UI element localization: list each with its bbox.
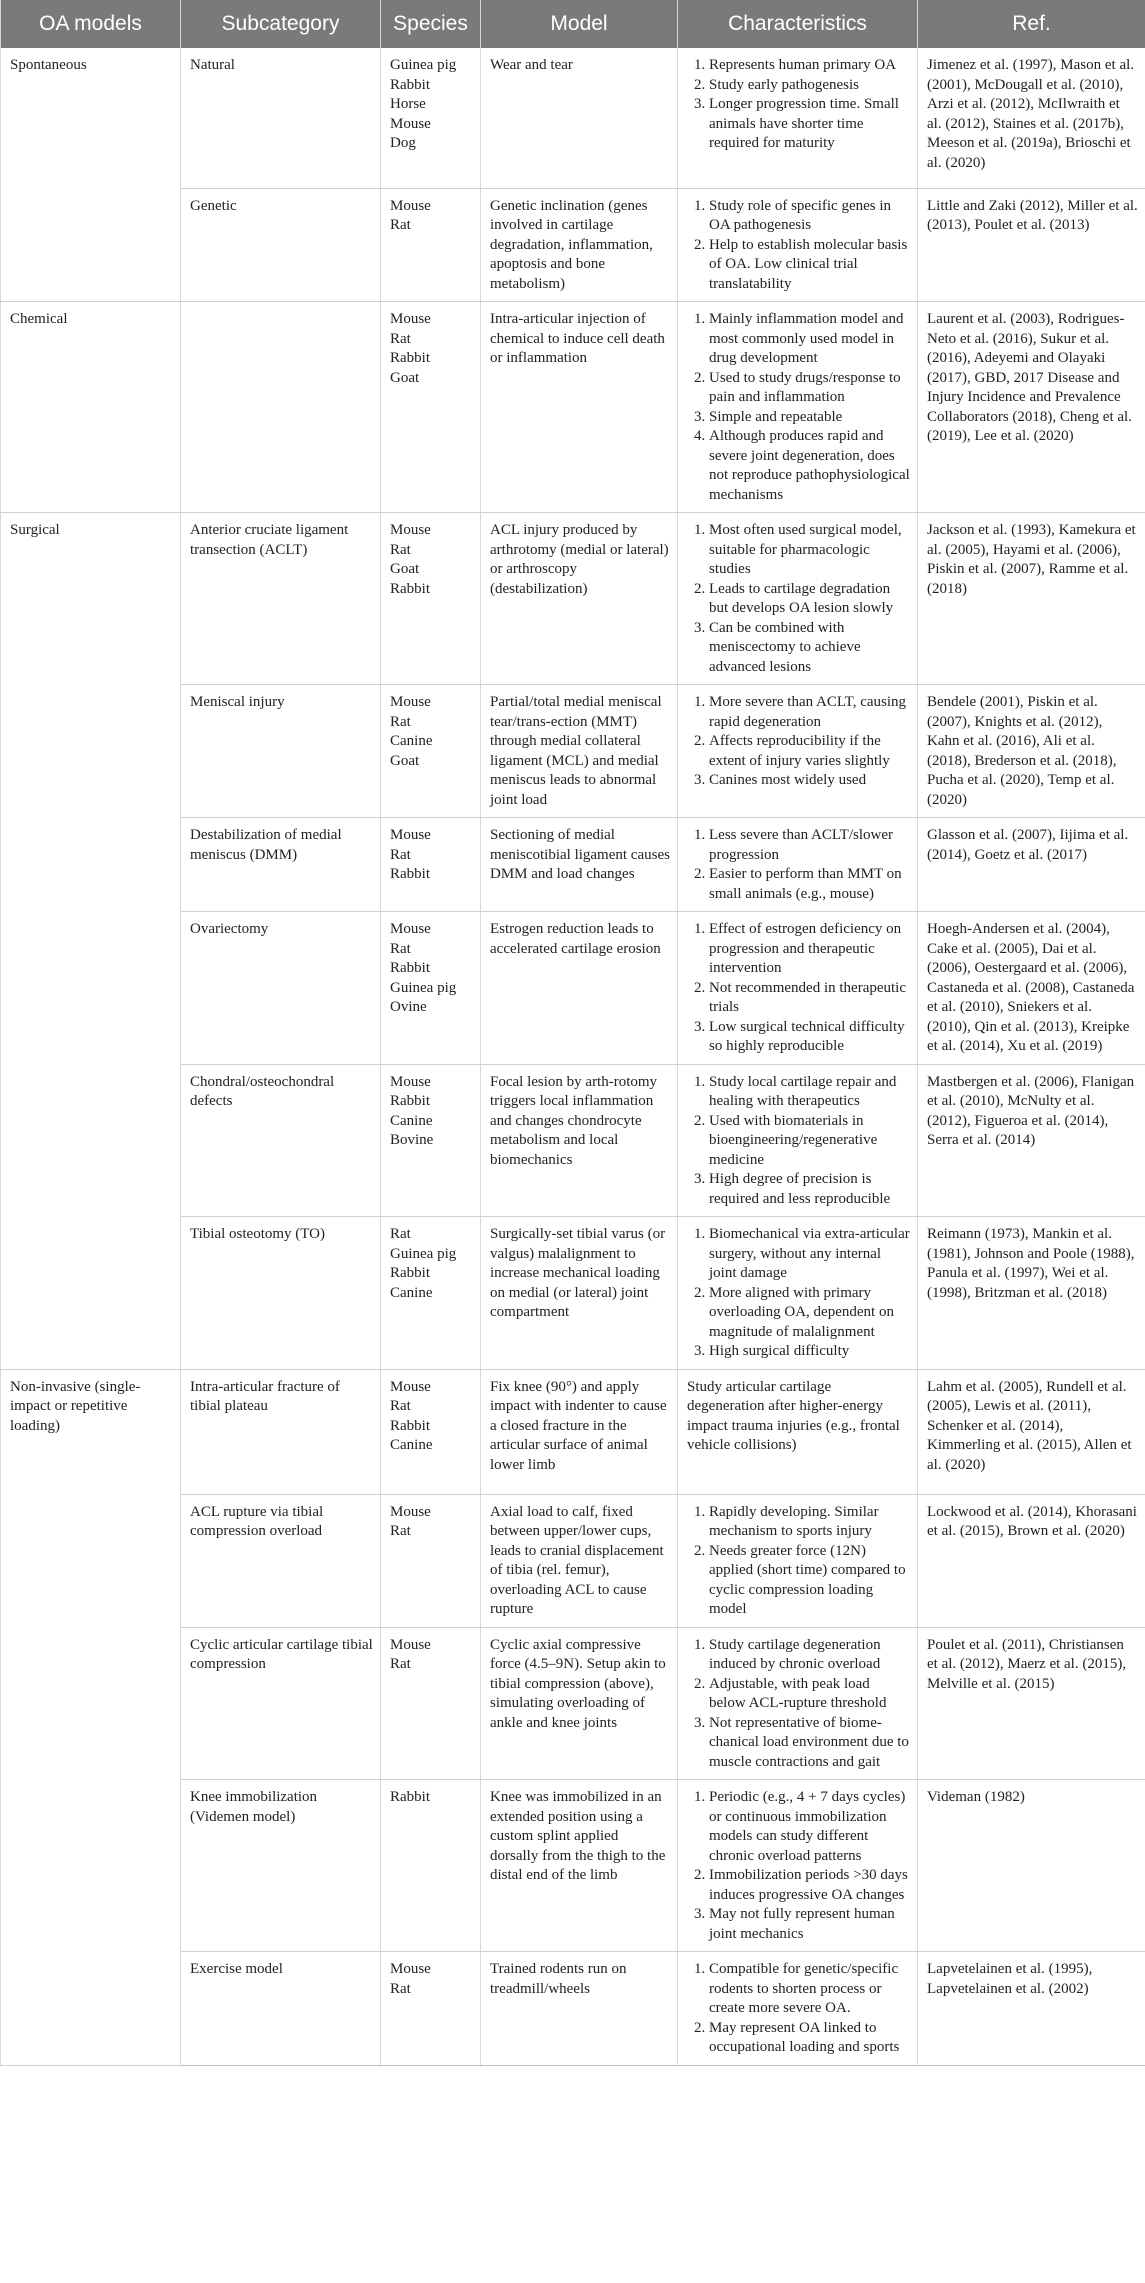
model-cell: Surgically-set tibial varus (or valgus) malalignment to increase mechanical loading on medial (or lateral) joint compartment <box>481 1217 678 1370</box>
ref-cell: Lockwood et al. (2014), Khorasani et al. (2015), Brown et al. (2020) <box>918 1494 1145 1627</box>
header-subcategory: Subcategory <box>181 0 381 48</box>
model-cell: Cyclic axial compressive force (4.5–9N). Setup akin to tibial compression (above), simulating overloading of ankle and knee joints <box>481 1627 678 1780</box>
species-cell: Mouse Rat <box>381 1952 481 2066</box>
characteristic-item: 3. Canines most widely used <box>709 771 910 791</box>
model-cell: Genetic inclination (genes involved in cartilage degradation, inflammation, apoptosis and bone metabolism) <box>481 188 678 302</box>
species-cell: Mouse Rabbit Canine Bovine <box>381 1064 481 1217</box>
characteristics-cell <box>678 912 918 1065</box>
characteristics-cell <box>678 1627 918 1780</box>
species-cell: Mouse Rat <box>381 188 481 302</box>
characteristic-item: 1. More severe than ACLT, causing rapid degeneration <box>709 693 910 732</box>
characteristic-item: 3. Longer progression time. Small animals have shorter time required for maturity <box>709 95 910 154</box>
characteristics-cell <box>678 1952 918 2066</box>
characteristic-item: 1. Less severe than ACLT/slower progression <box>709 826 910 865</box>
header-species: Species <box>381 0 481 48</box>
species-cell: Mouse Rat Rabbit Goat <box>381 302 481 513</box>
characteristics-list <box>687 197 910 295</box>
characteristics-list <box>687 826 910 904</box>
characteristic-item: 3. May not fully represent human joint mechanics <box>709 1905 910 1944</box>
oa-model-cell: Chemical <box>1 302 181 513</box>
model-cell: Partial/total medial meniscal tear/trans-ection (MMT) through medial collateral ligament (MCL) and medial meniscus leads to abnormal joint load <box>481 685 678 818</box>
subcategory-cell: Exercise model <box>181 1952 381 2066</box>
ref-cell: Videman (1982) <box>918 1780 1145 1952</box>
species-cell: Mouse Rat Goat Rabbit <box>381 513 481 685</box>
ref-cell: Jackson et al. (1993), Kamekura et al. (2005), Hayami et al. (2006), Piskin et al. (2007), Ramme et al. (2018) <box>918 513 1145 685</box>
characteristic-item: 3. Low surgical technical difficulty so highly reproducible <box>709 1018 910 1057</box>
characteristics-list <box>687 1960 910 2058</box>
species-cell: Mouse Rat Rabbit <box>381 818 481 912</box>
characteristic-item: 3. Simple and repeatable <box>709 408 910 428</box>
model-cell: Intra-articular injection of chemical to induce cell death or inflammation <box>481 302 678 513</box>
ref-cell: Lapvetelainen et al. (1995), Lapvetelainen et al. (2002) <box>918 1952 1145 2066</box>
oa-model-cell: Non-invasive (single-impact or repetitive loading) <box>1 1369 181 2065</box>
characteristics-cell <box>678 818 918 912</box>
header-characteristics: Characteristics <box>678 0 918 48</box>
characteristics-cell <box>678 302 918 513</box>
characteristics-list <box>687 1503 910 1620</box>
ref-cell: Hoegh-Andersen et al. (2004), Cake et al. (2005), Dai et al. (2006), Oestergaard et al. (2006), Castaneda et al. (2008), Castaneda et al. (2010), Sniekers et al. (2010), Qin et al. (2013), Kreipke et al. (2014), Xu et al. (2019) <box>918 912 1145 1065</box>
characteristics-cell <box>678 1780 918 1952</box>
species-cell: Mouse Rat <box>381 1494 481 1627</box>
table-row <box>1 302 1145 513</box>
model-cell: Fix knee (90°) and apply impact with indenter to cause a closed fracture in the articular surface of animal lower limb <box>481 1369 678 1494</box>
subcategory-cell <box>181 302 381 513</box>
species-cell: Mouse Rat <box>381 1627 481 1780</box>
subcategory-cell: Knee immobilization (Videmen model) <box>181 1780 381 1952</box>
subcategory-cell: Natural <box>181 48 381 188</box>
characteristic-item: 1. Most often used surgical model, suitable for pharmacologic studies <box>709 521 910 580</box>
characteristics-cell <box>678 1369 918 1494</box>
characteristics-list <box>687 1073 910 1210</box>
characteristic-item: 2. Immobilization periods >30 days induces progressive OA changes <box>709 1866 910 1905</box>
characteristics-list <box>687 920 910 1057</box>
ref-cell: Glasson et al. (2007), Iijima et al. (2014), Goetz et al. (2017) <box>918 818 1145 912</box>
subcategory-cell: ACL rupture via tibial compression overload <box>181 1494 381 1627</box>
header-row <box>1 0 1145 48</box>
characteristic-item: 3. High degree of precision is required and less reproducible <box>709 1170 910 1209</box>
model-cell: Focal lesion by arth-rotomy triggers local inflammation and changes chondrocyte metabolism and local biomechanics <box>481 1064 678 1217</box>
model-cell: Trained rodents run on treadmill/wheels <box>481 1952 678 2066</box>
characteristic-item: 1. Study role of specific genes in OA pathogenesis <box>709 197 910 236</box>
characteristic-item: 1. Mainly inflammation model and most commonly used model in drug development <box>709 310 910 369</box>
characteristic-item: 2. Used to study drugs/response to pain and inflammation <box>709 369 910 408</box>
species-cell: Rat Guinea pig Rabbit Canine <box>381 1217 481 1370</box>
table-row <box>1 1369 1145 1494</box>
characteristic-item: 1. Periodic (e.g., 4 + 7 days cycles) or continuous immobilization models can study different chronic overload patterns <box>709 1788 910 1866</box>
characteristics-cell <box>678 513 918 685</box>
characteristics-cell <box>678 1064 918 1217</box>
subcategory-cell: Anterior cruciate ligament transection (ACLT) <box>181 513 381 685</box>
characteristics-cell <box>678 1494 918 1627</box>
model-cell: Axial load to calf, fixed between upper/lower cups, leads to cranial displacement of tibia (rel. femur), overloading ACL to cause rupture <box>481 1494 678 1627</box>
ref-cell: Lahm et al. (2005), Rundell et al. (2005), Lewis et al. (2011), Schenker et al. (2014), Kimmerling et al. (2015), Allen et al. (2020) <box>918 1369 1145 1494</box>
characteristic-item: 2. More aligned with primary overloading OA, dependent on magnitude of malalignment <box>709 1284 910 1343</box>
model-cell: ACL injury produced by arthrotomy (medial or lateral) or arthroscopy (destabilization) <box>481 513 678 685</box>
characteristic-item: 2. Not recommended in therapeutic trials <box>709 979 910 1018</box>
characteristic-item: 1. Biomechanical via extra-articular surgery, without any internal joint damage <box>709 1225 910 1284</box>
species-cell: Mouse Rat Rabbit Guinea pig Ovine <box>381 912 481 1065</box>
subcategory-cell: Destabilization of medial meniscus (DMM) <box>181 818 381 912</box>
oa-model-cell: Spontaneous <box>1 48 181 302</box>
model-cell: Estrogen reduction leads to accelerated cartilage erosion <box>481 912 678 1065</box>
characteristic-item: 1. Study cartilage degeneration induced by chronic overload <box>709 1636 910 1675</box>
ref-cell: Bendele (2001), Piskin et al. (2007), Knights et al. (2012), Kahn et al. (2016), Ali et al. (2018), Brederson et al. (2018), Pucha et al. (2020), Temp et al. (2020) <box>918 685 1145 818</box>
table-row <box>1 48 1145 188</box>
header-model: Model <box>481 0 678 48</box>
characteristic-item: 4. Although produces rapid and severe joint degeneration, does not reproduce pathophysiological mechanisms <box>709 427 910 505</box>
ref-cell: Little and Zaki (2012), Miller et al. (2013), Poulet et al. (2013) <box>918 188 1145 302</box>
subcategory-cell: Cyclic articular cartilage tibial compression <box>181 1627 381 1780</box>
characteristic-item: 2. Leads to cartilage degradation but develops OA lesion slowly <box>709 580 910 619</box>
header-ref: Ref. <box>918 0 1145 48</box>
characteristic-item: 2. Needs greater force (12N) applied (short time) compared to cyclic compression loading model <box>709 1542 910 1620</box>
characteristics-cell <box>678 48 918 188</box>
characteristic-item: 2. Adjustable, with peak load below ACL-rupture threshold <box>709 1675 910 1714</box>
characteristic-item: 3. High surgical difficulty <box>709 1342 910 1362</box>
characteristic-item: 2. Study early pathogenesis <box>709 76 910 96</box>
characteristics-cell <box>678 188 918 302</box>
characteristics-cell <box>678 685 918 818</box>
characteristic-item: 1. Study local cartilage repair and healing with therapeutics <box>709 1073 910 1112</box>
characteristic-item: 2. Easier to perform than MMT on small animals (e.g., mouse) <box>709 865 910 904</box>
ref-cell: Laurent et al. (2003), Rodrigues-Neto et al. (2016), Sukur et al. (2016), Adeyemi and Olayaki (2017), GBD, 2017 Disease and Injury Incidence and Prevalence Collaborators (2018), Cheng et al. (2019), Lee et al. (2020) <box>918 302 1145 513</box>
ref-cell: Poulet et al. (2011), Christiansen et al. (2012), Maerz et al. (2015), Melville et al. (2015) <box>918 1627 1145 1780</box>
characteristic-item: 1. Effect of estrogen deficiency on progression and therapeutic intervention <box>709 920 910 979</box>
subcategory-cell: Meniscal injury <box>181 685 381 818</box>
characteristics-list <box>687 56 910 154</box>
species-cell: Guinea pig Rabbit Horse Mouse Dog <box>381 48 481 188</box>
table-body <box>1 48 1145 2065</box>
model-cell: Wear and tear <box>481 48 678 188</box>
characteristic-item: 2. Used with biomaterials in bioengineering/regenerative medicine <box>709 1112 910 1171</box>
subcategory-cell: Tibial osteotomy (TO) <box>181 1217 381 1370</box>
subcategory-cell: Ovariectomy <box>181 912 381 1065</box>
characteristics-list <box>687 693 910 791</box>
characteristic-item: 3. Not representative of biome-chanical load environment due to muscle contractions and gait <box>709 1714 910 1773</box>
characteristic-item: 2. Help to establish molecular basis of OA. Low clinical trial translatability <box>709 236 910 295</box>
oa-model-cell: Surgical <box>1 513 181 1370</box>
characteristic-item: 1. Represents human primary OA <box>709 56 910 76</box>
header-oa-models: OA models <box>1 0 181 48</box>
ref-cell: Reimann (1973), Mankin et al. (1981), Johnson and Poole (1988), Panula et al. (1997), Wei et al. (1998), Britzman et al. (2018) <box>918 1217 1145 1370</box>
species-cell: Mouse Rat Canine Goat <box>381 685 481 818</box>
characteristic-text: Study articular cartilage degeneration after higher-energy impact trauma injuries (e.g., frontal vehicle collisions) <box>687 1378 900 1453</box>
subcategory-cell: Chondral/osteochondral defects <box>181 1064 381 1217</box>
ref-cell: Jimenez et al. (1997), Mason et al. (2001), McDougall et al. (2010), Arzi et al. (2012), McIlwraith et al. (2012), Staines et al. (2017b), Meeson et al. (2019a), Brioschi et al. (2020) <box>918 48 1145 188</box>
species-cell: Mouse Rat Rabbit Canine <box>381 1369 481 1494</box>
characteristics-list <box>687 310 910 505</box>
characteristic-item: 1. Compatible for genetic/specific rodents to shorten process or create more severe OA. <box>709 1960 910 2019</box>
model-cell: Sectioning of medial meniscotibial ligament causes DMM and load changes <box>481 818 678 912</box>
characteristic-item: 1. Rapidly developing. Similar mechanism to sports injury <box>709 1503 910 1542</box>
subcategory-cell: Intra-articular fracture of tibial plateau <box>181 1369 381 1494</box>
characteristics-list <box>687 521 910 677</box>
ref-cell: Mastbergen et al. (2006), Flanigan et al. (2010), McNulty et al. (2012), Figueroa et al. (2014), Serra et al. (2014) <box>918 1064 1145 1217</box>
characteristics-cell <box>678 1217 918 1370</box>
characteristic-item: 2. Affects reproducibility if the extent of injury varies slightly <box>709 732 910 771</box>
table-row <box>1 513 1145 685</box>
model-cell: Knee was immobilized in an extended position using a custom splint applied dorsally from the thigh to the distal end of the limb <box>481 1780 678 1952</box>
species-cell: Rabbit <box>381 1780 481 1952</box>
characteristics-list <box>687 1636 910 1773</box>
characteristics-list <box>687 1225 910 1362</box>
characteristic-item: 3. Can be combined with meniscectomy to achieve advanced lesions <box>709 619 910 678</box>
characteristics-list <box>687 1788 910 1944</box>
characteristic-item: 2. May represent OA linked to occupational loading and sports <box>709 2019 910 2058</box>
subcategory-cell: Genetic <box>181 188 381 302</box>
